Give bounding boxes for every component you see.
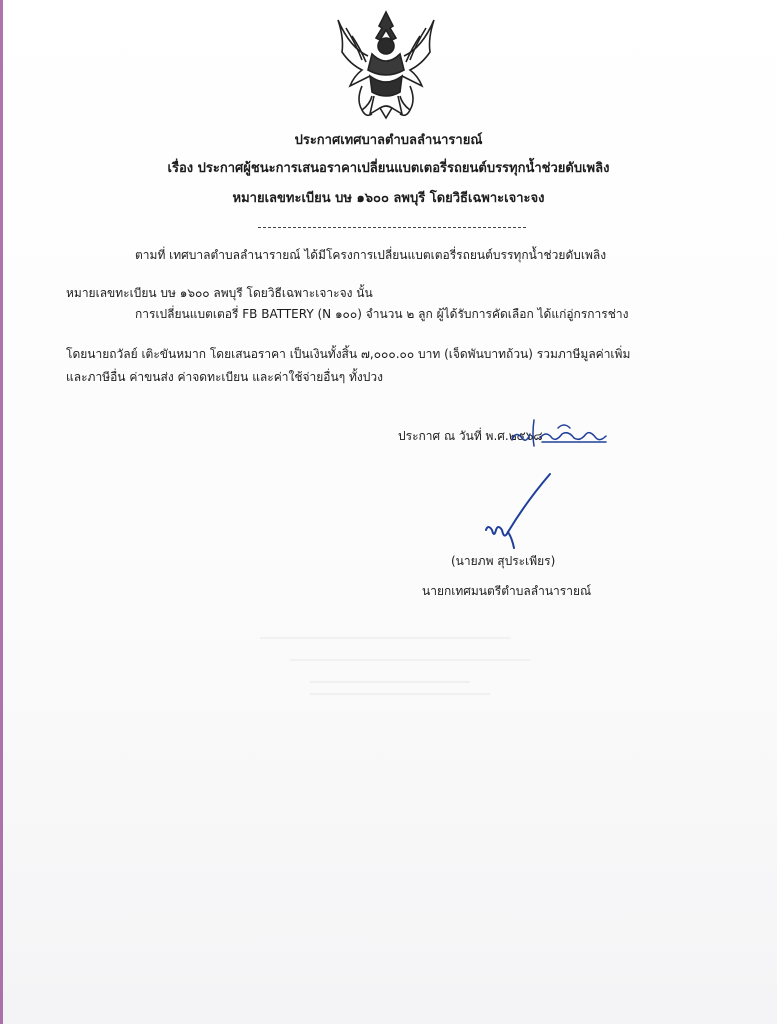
body-paragraph-2-end: และภาษีอื่น ค่าขนส่ง ค่าจดทะเบียน และค่าใช้จ่ายอื่นๆ ทั้งปวง [66, 370, 383, 384]
announcement-title: ประกาศเทศบาลตำบลลำนารายณ์ [294, 133, 483, 148]
body-paragraph-1: ตามที่ เทศบาลตำบลลำนารายณ์ ได้มีโครงการเปลี่ยนแบตเตอรี่รถยนต์บรรทุกน้ำช่วยดับเพลิง [135, 248, 607, 262]
garuda-emblem-icon [332, 8, 440, 124]
page-edge [0, 0, 3, 1024]
body-paragraph-2-cont: โดยนายถวัลย์ เติะขันหมาก โดยเสนอราคา เป็นเงินทั้งสิ้น ๗,๐๐๐.๐๐ บาท (เจ็ดพันบาทถ้วน) รวมภาษีมูลค่าเพิ่ม [66, 347, 631, 361]
announcement-subject: เรื่อง ประกาศผู้ชนะการเสนอราคาเปลี่ยนแบตเตอรี่รถยนต์บรรทุกน้ำช่วยดับเพลิง [167, 161, 610, 176]
signatory-name: (นายภพ สุประเพียร) [451, 554, 556, 568]
body-paragraph-2: การเปลี่ยนแบตเตอรี่ FB BATTERY (N ๑๐๐) จำนวน ๒ ลูก ผู้ได้รับการคัดเลือก ได้แก่อู่กรการช่าง [135, 307, 629, 321]
header-divider [258, 227, 526, 228]
announcement-subject-cont: หมายเลขทะเบียน บษ ๑๖๐๐ ลพบุรี โดยวิธีเฉพาะเจาะจง [232, 191, 545, 206]
body-paragraph-1-cont: หมายเลขทะเบียน บษ ๑๖๐๐ ลพบุรี โดยวิธีเฉพาะเจาะจง นั้น [66, 286, 373, 300]
announcement-date: ประกาศ ณ วันที่ พ.ศ.๒๕๖๘ [398, 429, 543, 443]
signatory-title: นายกเทศมนตรีตำบลลำนารายณ์ [422, 584, 592, 598]
signature-icon [478, 468, 558, 552]
page-bleed-through [250, 630, 550, 710]
